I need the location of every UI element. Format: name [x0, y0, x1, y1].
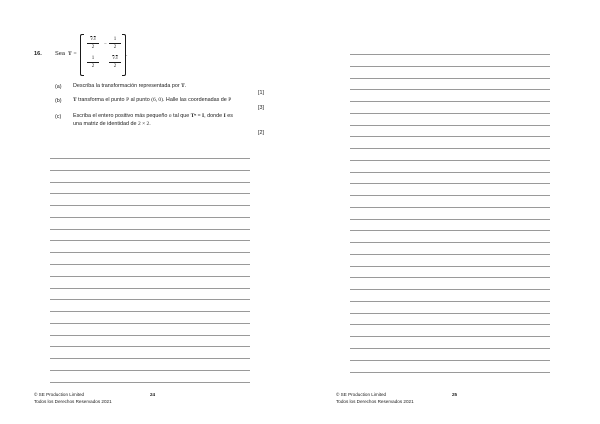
page-number: 25: [452, 392, 458, 397]
equals-sign: =: [73, 51, 77, 57]
part-b-text: T transforma el punto P al punto (6, 0). Halle las coordenadas de P: [73, 97, 232, 103]
part-a-label: (a): [55, 84, 62, 90]
answer-line: [50, 217, 250, 218]
answer-line: [50, 382, 250, 383]
part-b-marks: [3]: [258, 105, 264, 111]
matrix-entry-a21: 1 2: [84, 56, 102, 69]
matrix-symbol: T: [68, 51, 72, 57]
question-number: 16.: [34, 51, 42, 57]
answer-line: [50, 299, 250, 300]
answer-line: [350, 207, 550, 208]
answer-line: [50, 158, 250, 159]
part-c-text-line1: Escriba el entero positivo más pequeño n tal que Tⁿ = I, donde I es: [73, 113, 233, 119]
answer-line: [50, 205, 250, 206]
answer-line: [50, 358, 250, 359]
answer-line: [350, 113, 550, 114]
copyright-text: © SE Production Limited: [336, 392, 387, 397]
answer-line: [350, 78, 550, 79]
answer-line: [350, 219, 550, 220]
matrix-entry-a12-sign: −: [104, 42, 107, 47]
answer-line: [350, 242, 550, 243]
copyright-text: © SE Production Limited: [34, 392, 85, 397]
answer-line: [50, 311, 250, 312]
answer-line: [50, 229, 250, 230]
part-c-text-line2: una matriz de identidad de 2 × 2.: [73, 121, 151, 127]
part-a-text: Describa la transformación representada por T.: [73, 83, 187, 89]
matrix-period: .: [126, 52, 128, 58]
answer-line: [350, 324, 550, 325]
answer-line: [50, 170, 250, 171]
answer-line: [350, 195, 550, 196]
matrix-t: [80, 34, 126, 76]
answer-line: [50, 323, 250, 324]
answer-line: [350, 89, 550, 90]
answer-line: [50, 252, 250, 253]
part-c-marks: [2]: [258, 130, 264, 136]
answer-line: [350, 372, 550, 373]
answer-line: [50, 346, 250, 347]
answer-line: [50, 193, 250, 194]
question-intro: Sea: [55, 51, 65, 57]
part-a-marks: [1]: [258, 90, 264, 96]
answer-line: [350, 54, 550, 55]
answer-line: [350, 148, 550, 149]
answer-line: [350, 313, 550, 314]
answer-line: [350, 360, 550, 361]
matrix-entry-a11: √3 2: [84, 37, 102, 50]
answer-line: [50, 264, 250, 265]
answer-line: [350, 66, 550, 67]
answer-line: [350, 230, 550, 231]
answer-line: [50, 240, 250, 241]
answer-line: [350, 101, 550, 102]
matrix-entry-a22: √3 2: [106, 56, 124, 69]
page-number: 24: [150, 392, 156, 397]
answer-line: [350, 125, 550, 126]
answer-line: [50, 276, 250, 277]
part-b-label: (b): [55, 98, 62, 104]
answer-line: [350, 254, 550, 255]
answer-line: [350, 348, 550, 349]
answer-line: [350, 160, 550, 161]
answer-line: [350, 301, 550, 302]
answer-line: [50, 182, 250, 183]
rights-text: Todos los Derechos Reservados 2021: [336, 398, 414, 404]
answer-line: [50, 370, 250, 371]
answer-line: [350, 172, 550, 173]
answer-line: [350, 289, 550, 290]
answer-line: [350, 336, 550, 337]
answer-line: [350, 266, 550, 267]
answer-line: [350, 277, 550, 278]
answer-line: [50, 335, 250, 336]
answer-line: [50, 288, 250, 289]
right-page: [300, 0, 600, 424]
matrix-entry-a12: 1 2: [106, 37, 124, 50]
part-c-label: (c): [55, 114, 62, 120]
answer-line: [350, 136, 550, 137]
footer-left: [34, 392, 112, 405]
rights-text: Todos los Derechos Reservados 2021: [34, 398, 112, 404]
answer-line: [350, 183, 550, 184]
footer-right: [336, 392, 414, 405]
